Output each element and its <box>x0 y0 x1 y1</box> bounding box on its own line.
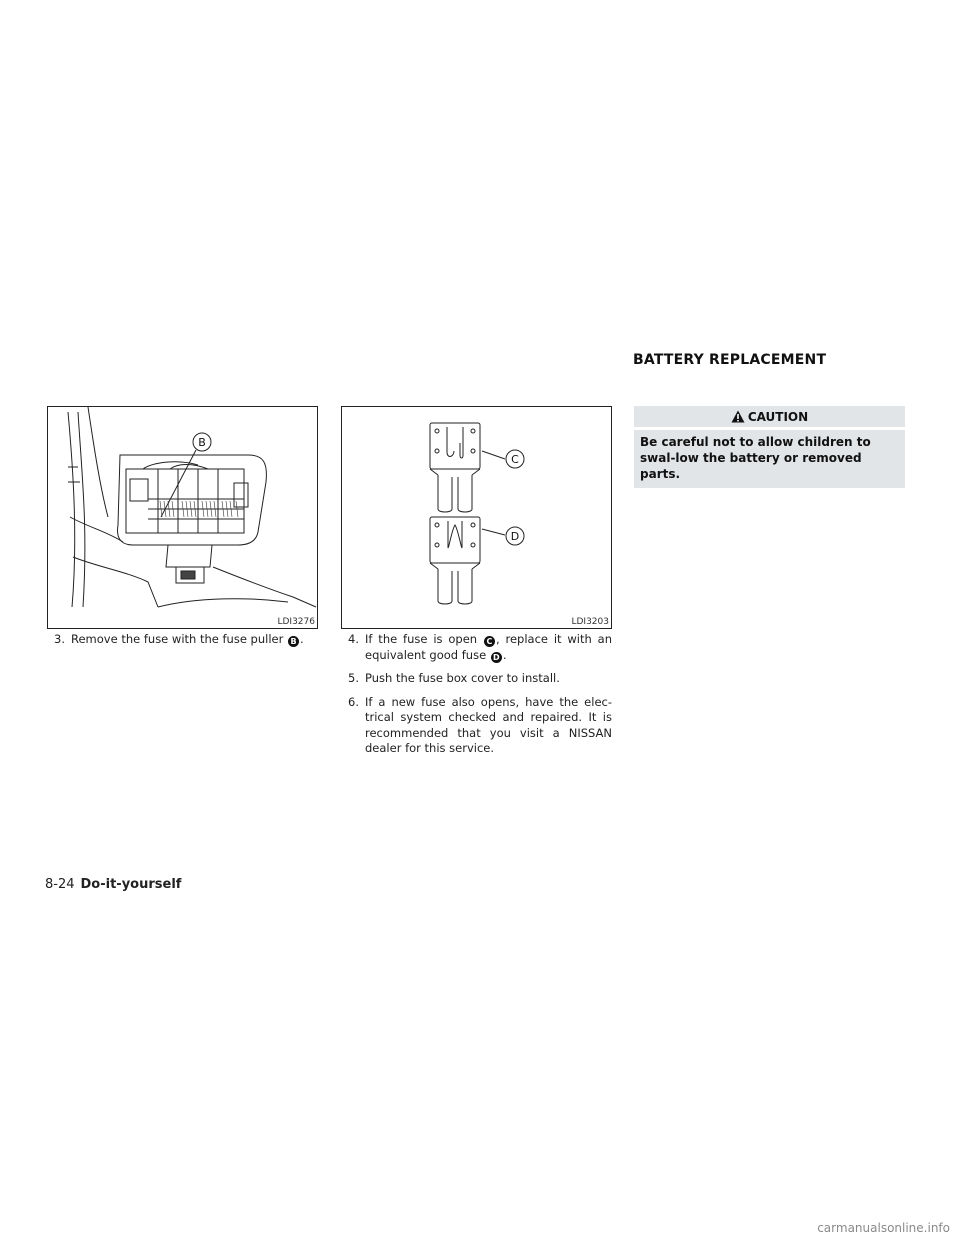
fuse-illustration <box>342 407 611 628</box>
fuse-box-figure <box>47 406 318 629</box>
figure-code: LDI3276 <box>277 617 315 627</box>
callout-c-label: C <box>511 453 519 466</box>
step-number: 4. <box>348 632 359 646</box>
figure-code: LDI3203 <box>571 617 609 627</box>
fuse-figure <box>341 406 612 629</box>
step-text: If the fuse is open <box>365 632 478 646</box>
callout-d-label: D <box>510 530 520 543</box>
caution-box <box>634 406 905 488</box>
callout-c-badge: C <box>484 636 495 647</box>
chapter-title: Do-it-yourself <box>80 877 182 892</box>
step-5 <box>341 671 612 687</box>
left-column-text <box>47 632 318 656</box>
step-text-end: . <box>300 632 304 646</box>
callout-b-badge: B <box>288 636 299 647</box>
step-text: Remove the fuse with the fuse puller <box>71 632 284 646</box>
step-number: 6. <box>348 694 359 709</box>
step-number: 3. <box>54 632 65 646</box>
step-3 <box>47 632 318 648</box>
fuse-box-illustration <box>48 407 317 628</box>
caution-header <box>634 406 905 427</box>
step-text-end: . <box>502 647 507 662</box>
section-heading: BATTERY REPLACEMENT <box>633 352 827 368</box>
callout-b-label: B <box>198 436 206 449</box>
step-6 <box>341 695 612 757</box>
callout-d-badge: D <box>491 652 502 663</box>
step-number: 5. <box>348 671 359 685</box>
page-number: 8-24 <box>45 877 75 892</box>
caution-text: Be careful not to allow children to swal-low the battery or removed parts. <box>634 430 905 488</box>
step-text: Push the fuse box cover to install. <box>365 671 560 685</box>
step-text: If a new fuse also opens, have the elec-trical system checked and repaired. It is recommended that you visit a NISSAN dealer for this service. <box>365 694 612 755</box>
step-4 <box>341 632 612 663</box>
page-footer <box>45 877 181 892</box>
caution-title: CAUTION <box>747 409 809 424</box>
warning-icon <box>731 410 745 423</box>
watermark: carmanualsonline.info <box>817 1221 950 1235</box>
middle-column-text <box>341 632 612 765</box>
step-text-mid: , replace it with an equivalent good fuse <box>365 632 612 662</box>
